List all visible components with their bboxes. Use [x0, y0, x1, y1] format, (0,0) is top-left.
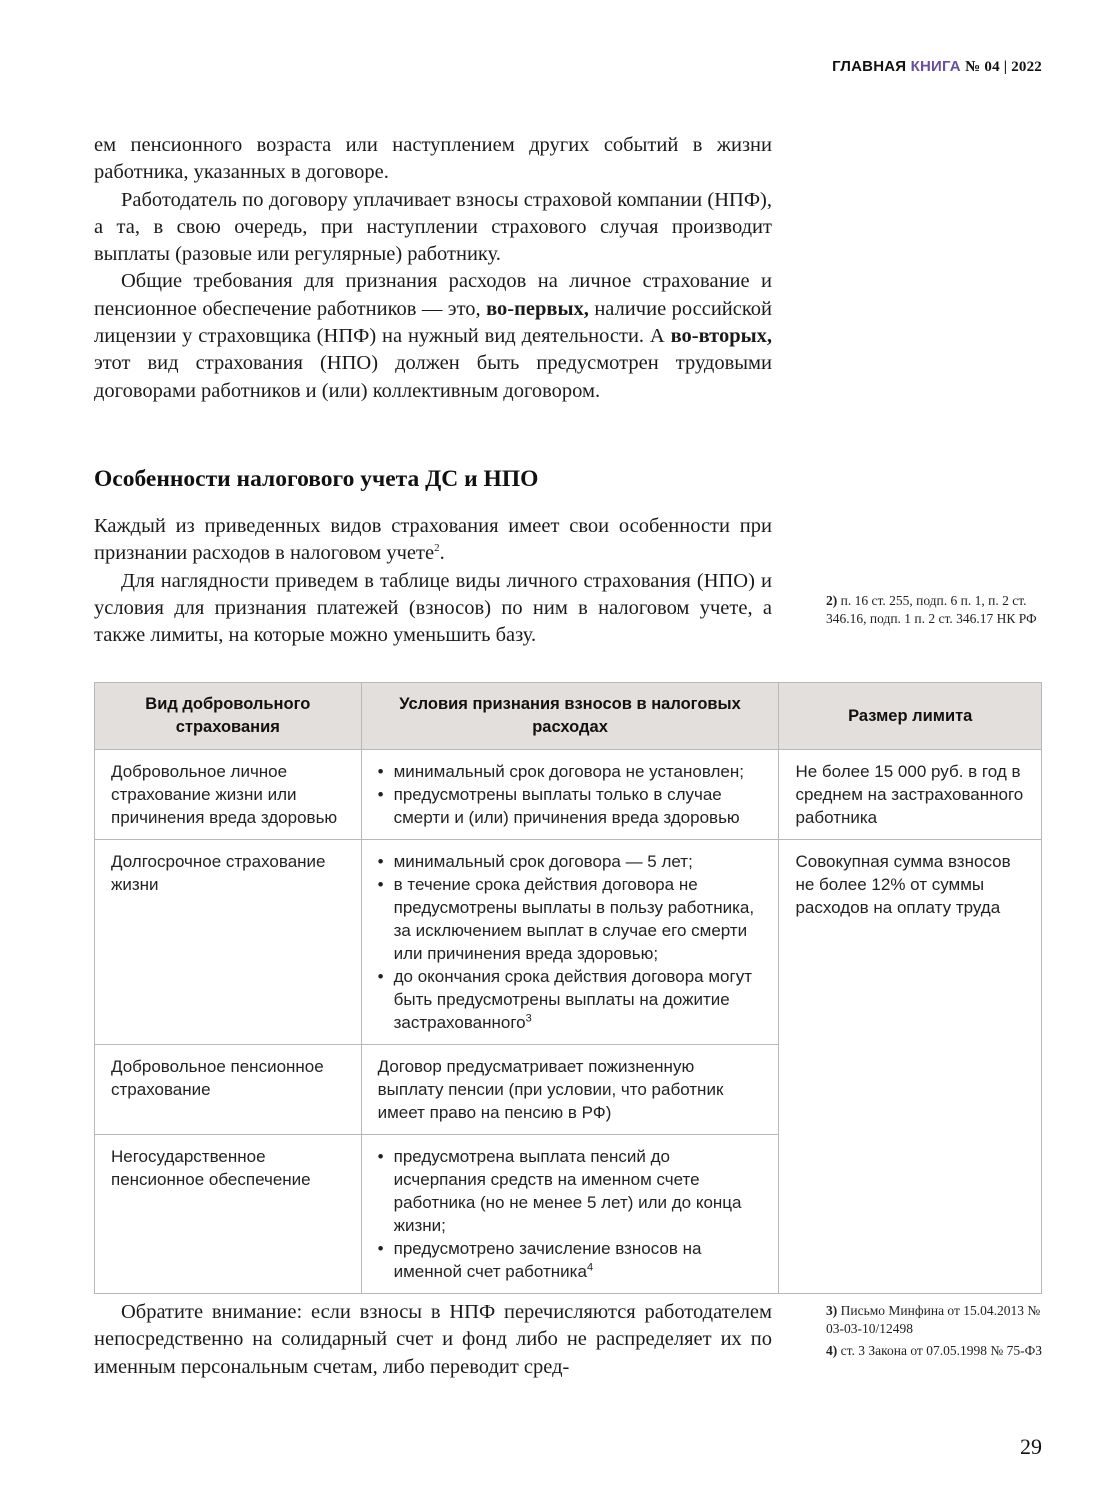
page-number: 29	[1020, 1434, 1042, 1459]
table-header: Размер лимита	[779, 683, 1042, 750]
masthead-issue: № 04 | 2022	[965, 59, 1042, 75]
body-column-intro	[94, 513, 772, 649]
cell-type: Добровольное личное страхование жизни или причинения вреда здоровью	[95, 750, 362, 840]
table-row	[95, 840, 1042, 1045]
footnote-2: 2) п. 16 ст. 255, подп. 6 п. 1, п. 2 ст. 346.16, подп. 1 п. 2 ст. 346.17 НК РФ	[826, 593, 1037, 626]
paragraph: Обратите внимание: если взносы в НПФ перечисляются работодателем непосредственно на солидарный счет и фонд либо не распределяет их по именным персональным счетам, либо переводит сред-	[94, 1301, 772, 1378]
paragraph: Работодатель по договору уплачивает взносы страховой компании (НПФ), а та, в свою очередь, при наступлении страхового случая производит выплаты (разовые или регулярные) работнику.	[94, 188, 772, 266]
body-column-top	[94, 132, 772, 405]
footnote-ref[interactable]: 3	[525, 1012, 532, 1025]
paragraph: Для наглядности приведем в таблице виды личного страхования (НПО) и условия для признания платежей (взносов) по ним в налоговом учете, а также лимиты, на которые можно уменьшить базу.	[94, 569, 772, 647]
cell-limit: Не более 15 000 руб. в год в среднем на застрахованного работника	[779, 750, 1042, 840]
table-row	[95, 750, 1042, 840]
paragraph: ем пенсионного возраста или наступлением других событий в жизни работника, указанных в договоре.	[94, 134, 772, 184]
table-header: Условия признания взносов в налоговых расходах	[361, 683, 779, 750]
footnote-3: 3) Письмо Минфина от 15.04.2013 № 03-03-10/12498	[826, 1303, 1041, 1336]
cell-limit: Совокупная сумма взносов не более 12% от суммы расходов на оплату труда	[779, 840, 1042, 1294]
section-heading: Особенности налогового учета ДС и НПО	[94, 466, 539, 492]
table-header: Вид добровольного страхования	[95, 683, 362, 750]
body-column-bottom	[94, 1299, 772, 1381]
masthead-title: ГЛАВНАЯ	[832, 58, 907, 75]
footnote-ref[interactable]: 4	[586, 1261, 594, 1274]
cell-type: Негосударственное пенсионное обеспечение	[95, 1135, 362, 1294]
paragraph: Общие требования для признания расходов на личное страхование и пенсионное обеспечение работников — это, во-первых, наличие российской лицензии у страховщика (НПФ) на нужный вид деятельности. А во-вторых, этот вид страхования (НПО) должен быть предусмотрен трудовыми договорами работников и (или) коллективным договором.	[94, 270, 772, 402]
masthead	[832, 58, 1042, 76]
cell-conditions: • минимальный срок договора — 5 лет; • в течение срока действия договора не предусмотрены выплаты в пользу работника, за исключением выплат в случае его смерти или причинения вреда здоровью; • до окончания срока действия договора могут быть предусмотрены выплаты на дожитие застрахованного$^3$	[361, 840, 779, 1045]
insurance-table	[94, 682, 1042, 1294]
masthead-title-accent: КНИГА	[910, 58, 961, 75]
cell-conditions: • предусмотрена выплата пенсий до исчерпания средств на именном счете работника (но не менее 5 лет) или до конца жизни; • предусмотрено зачисление взносов на именной счет работника$^4$	[361, 1135, 779, 1294]
cell-conditions: • минимальный срок договора не установлен; • предусмотрены выплаты только в случае смерти и (или) причинения вреда здоровью	[361, 750, 779, 840]
cell-type: Добровольное пенсионное страхование	[95, 1045, 362, 1135]
footnote-ref[interactable]: 2	[434, 542, 440, 555]
cell-conditions: Договор предусматривает пожизненную выплату пенсии (при условии, что работник имеет право на пенсию в РФ)	[361, 1045, 779, 1135]
paragraph: Каждый из приведенных видов страхования имеет свои особенности при признании расходов в налоговом учете$^2$.	[94, 515, 772, 565]
footnote-4: 4) ст. 3 Закона от 07.05.1998 № 75-ФЗ	[826, 1343, 1042, 1358]
cell-type: Долгосрочное страхование жизни	[95, 840, 362, 1045]
